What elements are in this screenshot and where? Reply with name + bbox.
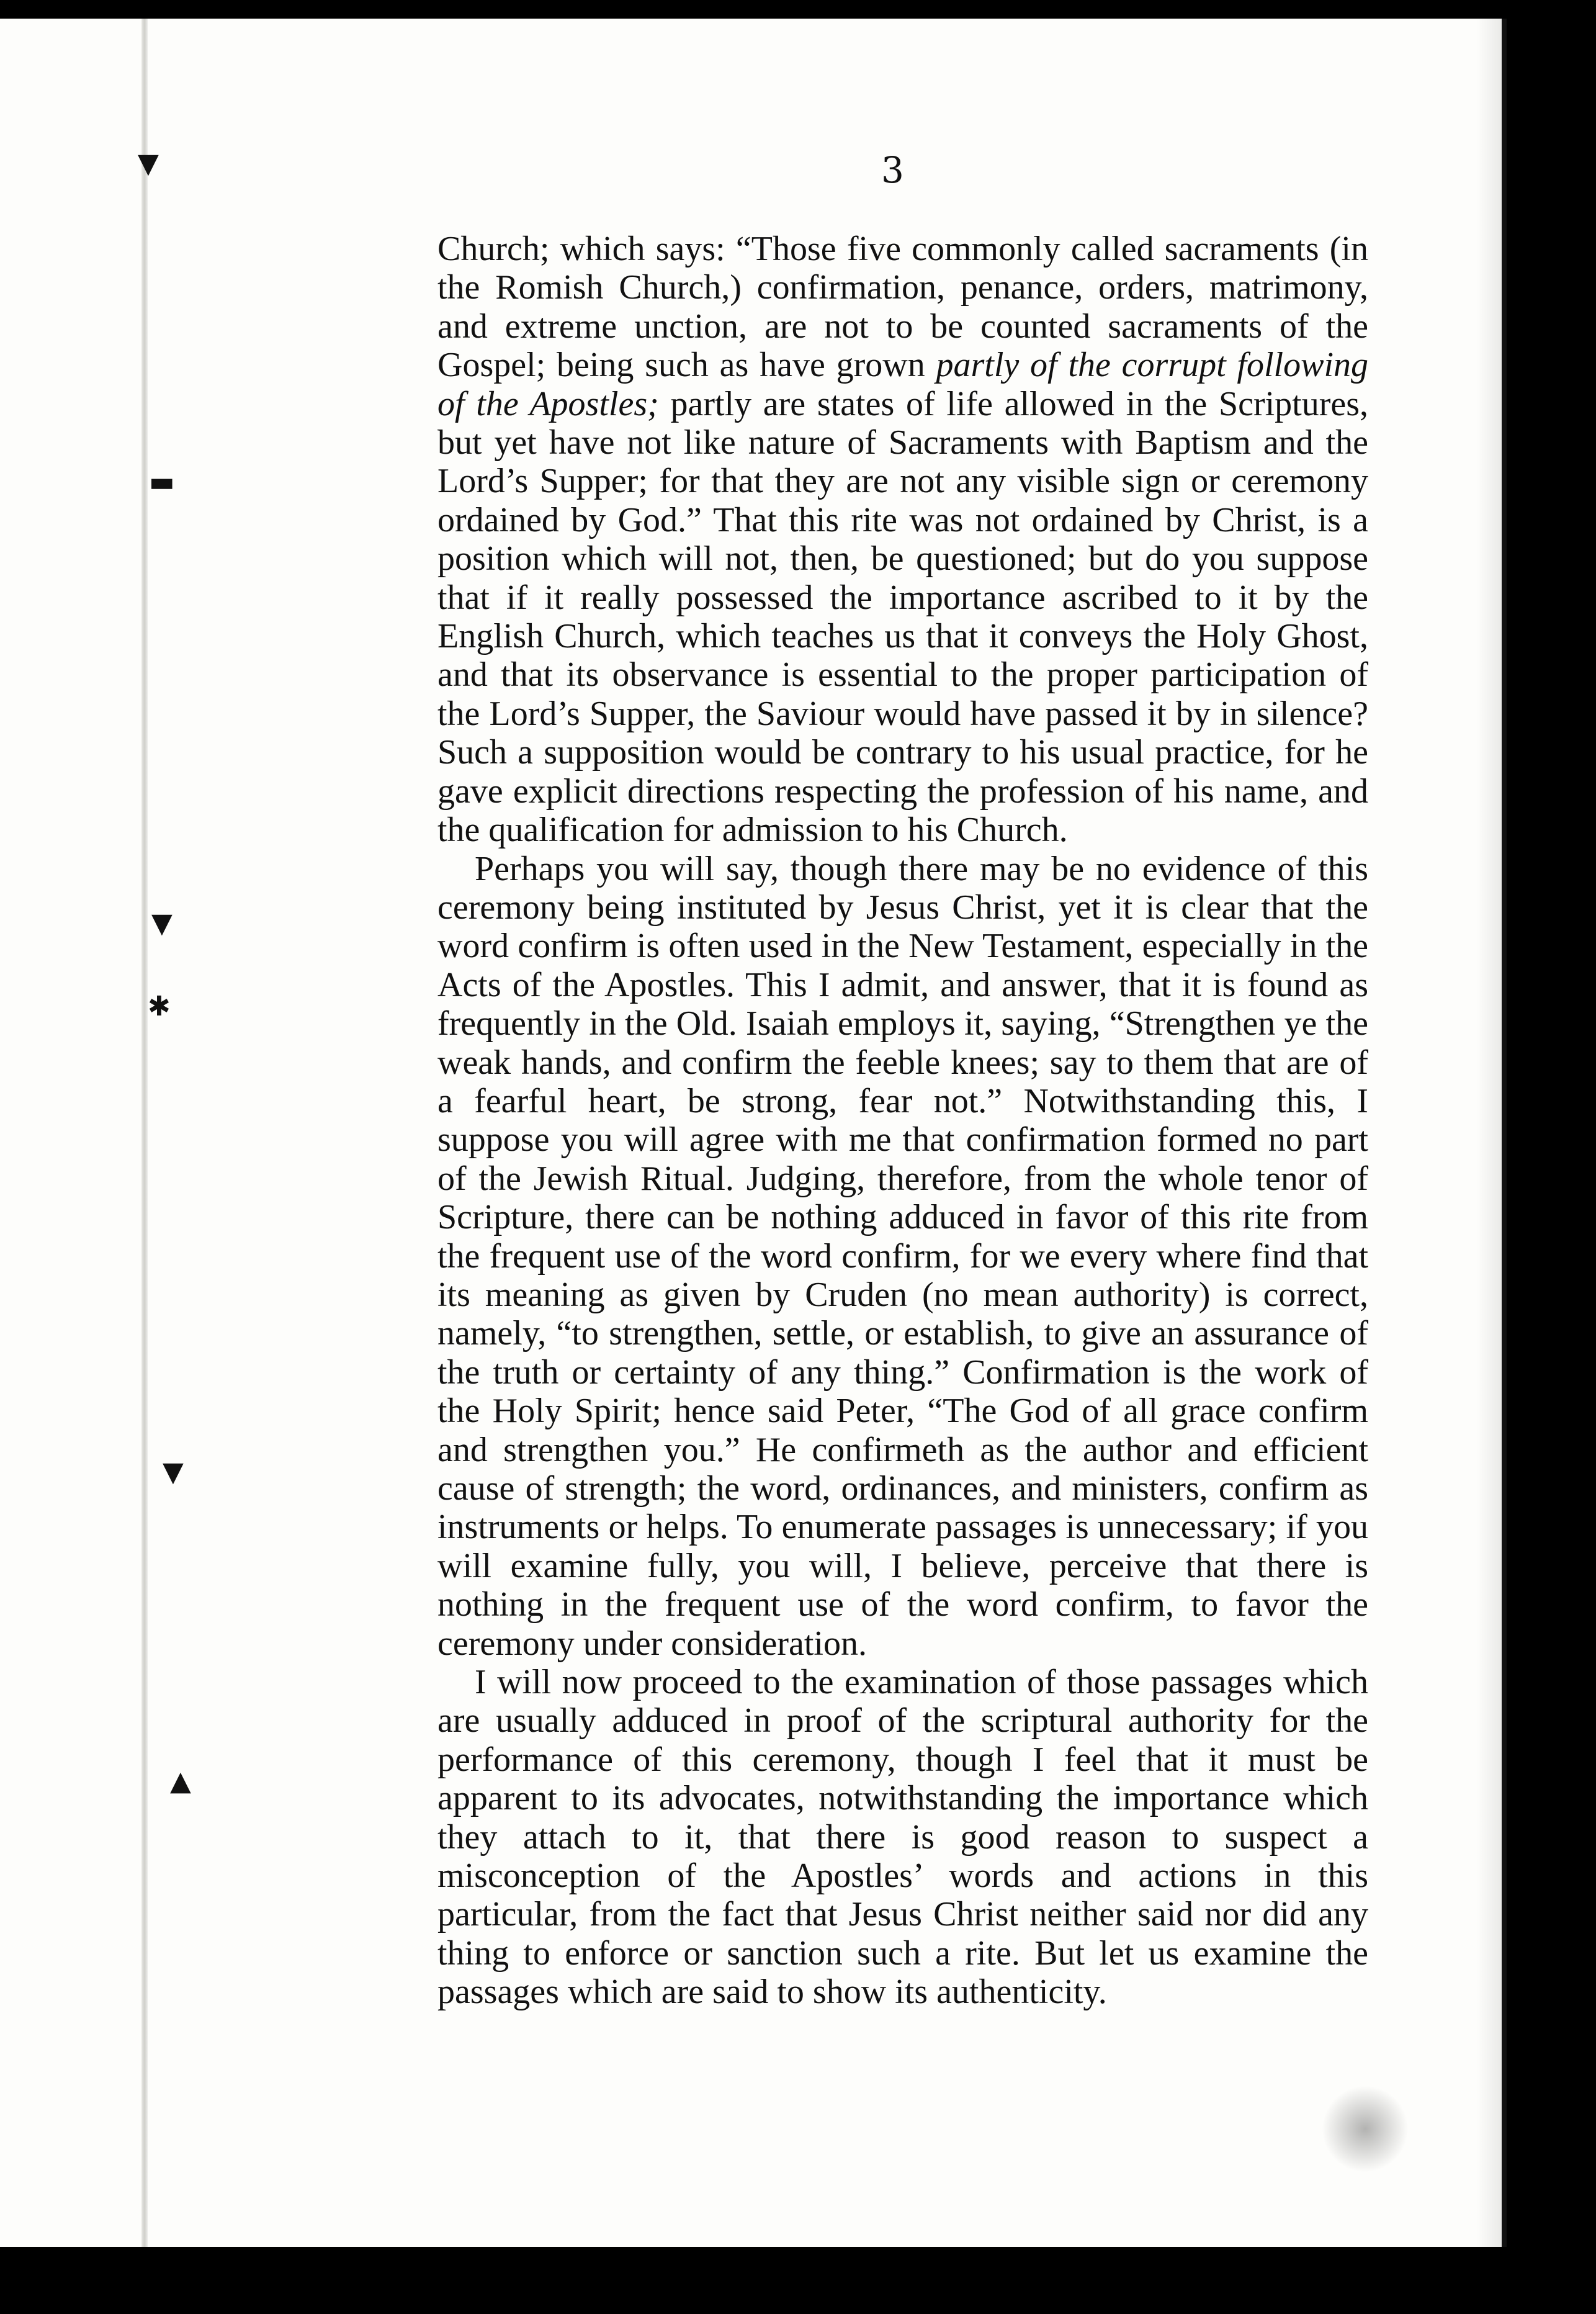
page-gutter (141, 19, 148, 2247)
paragraph (437, 230, 1368, 850)
book-page (0, 19, 1507, 2247)
ink-smudge (1322, 2086, 1409, 2172)
italic-text: partly of the corrupt following of the Apostles; (437, 346, 1369, 423)
binding-mark: ✱ (148, 991, 171, 1022)
page-edge-shadow (1477, 19, 1502, 2247)
body-text (437, 230, 1368, 2012)
binding-mark: ▼ (138, 148, 159, 179)
binding-mark: ▼ (163, 1456, 184, 1488)
paragraph (437, 1663, 1368, 2012)
page-number: 3 (881, 149, 904, 191)
paragraph (437, 850, 1368, 1663)
text-run: I will now proceed to the examination of those passages which are usually adduced in proof of the scriptural authority for the performance of this ceremony, though I feel that it must be apparent to its advocates, notwithstanding the importance which they attach to it, that there is good reason to suspect a misconception of the Apostles’ words and actions in this particular, from the fact that Jesus Christ neither said nor did any thing to enforce or sanction such a rite. But let us examine the passages which are said to show its authenticity. (437, 1663, 1368, 2012)
text-run: Church; which says: “Those five commonly called sacraments (in the Romish Church,) confirmation, penance, orders, matrimony, and extreme unction, are not to be counted sacraments of the Gospel; being such as have grown (437, 230, 1368, 385)
binding-mark: ▬ (149, 466, 175, 498)
text-run: Perhaps you will say, though there may be no evidence of this ceremony being instituted by Jesus Christ, yet it is clear that the word confirm is often used in the New Testament, especially in the Acts of the Apostles. This I admit, and answer, that it is found as frequently in the Old. Isaiah employs it, saying, “Strengthen ye the weak hands, and confirm the feeble knees; say to them that are of a fearful heart, be strong, fear not.” Notwithstanding this, I suppose you will agree with me that confirmation formed no part of the Jewish Ritual. Judging, therefore, from the whole tenor of Scripture, there can be nothing adduced in favor of this rite from the frequent use of the word confirm, for we every where find that its meaning as given by Cruden (no mean authority) is correct, namely, “to strengthen, settle, or establish, to give an assurance of the truth or certainty of any thing.” Confirmation is the work of the Holy Spirit; hence said Peter, “The God of all grace confirm and strengthen you.” He confirmeth as the author and efficient cause of strength; the word, ordinances, and ministers, confirm as instruments or helps. To enumerate passages is unnecessary; if you will examine fully, you will, I believe, perceive that there is nothing in the frequent use of the word confirm, to favor the ceremony under consideration. (437, 849, 1368, 1663)
binding-mark: ▲ (170, 1765, 191, 1797)
binding-mark: ▼ (151, 907, 173, 939)
text-run: partly are states of life allowed in the Scriptures, but yet have not like nature of Sacraments with Baptism and the Lord’s Supper; for that they are not any visible sign or ceremony ordained by God.” That this rite was not ordained by Christ, is a position which will not, then, be questioned; but do you suppose that if it really possessed the importance ascribed to it by the English Church, which teaches us that it conveys the Holy Ghost, and that its observance is essential to the proper participation of the Lord’s Supper, the Saviour would have passed it by in silence? Such a supposition would be contrary to his usual practice, for he gave explicit directions respecting the profession of his name, and the qualification for admission to his Church. (437, 384, 1369, 850)
